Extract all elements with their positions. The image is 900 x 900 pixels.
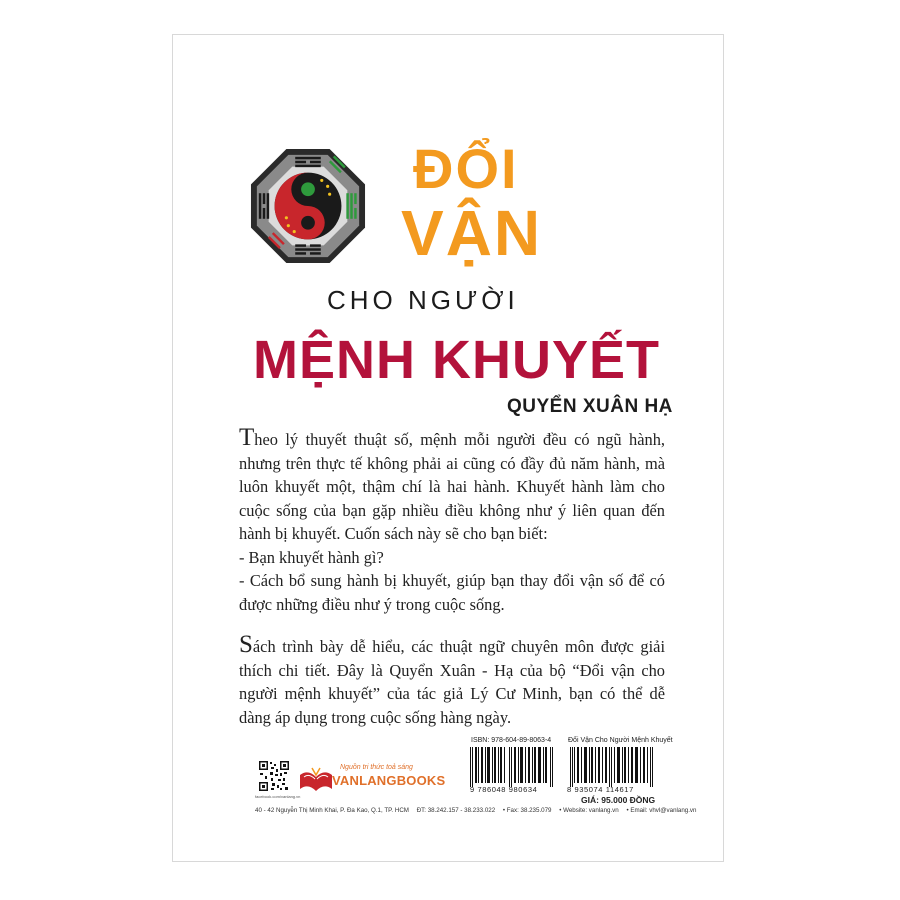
- footer-website: • Website: vanlang.vn: [559, 807, 619, 814]
- qr-caption: facebook.com/vanlang.vn: [255, 794, 301, 799]
- bullet-2: - Cách bổ sung hành bị khuyết, giúp bạn thay đổi vận số để có được những điều như ý trong cuộc sống.: [239, 571, 665, 614]
- publisher-name: VANLANGBOOKS: [332, 773, 446, 788]
- ean-number: 8 935074 114617: [567, 785, 634, 794]
- isbn-barcode: [466, 747, 556, 789]
- open-book-icon: [298, 765, 334, 793]
- description-paragraph-1: [239, 425, 665, 616]
- bagua-yin-yang-icon: [249, 147, 367, 265]
- footer-phone: ĐT: 38.242.157 - 38.233.022: [416, 807, 496, 814]
- drop-cap-t: T: [239, 424, 255, 451]
- title-line-3: CHO NGƯỜI: [327, 285, 519, 315]
- paragraph-2-text: ách trình bày dễ hiểu, các thuật ngữ chuyên môn được giải thích chi tiết. Đây là Quyển Xuân - Hạ của bộ “Đổi vận cho người mệnh khuyết” của tác giả Lý Cư Minh, bạn có thể dễ dàng áp dụng trong cuộc sống hàng ngày.: [239, 637, 665, 727]
- ean-barcode: [566, 747, 656, 789]
- paragraph-1-text: heo lý thuyết thuật số, mệnh mỗi người đều có ngũ hành, nhưng trên thực tế không phải ai cũng có đầy đủ năm hành, mà luôn khuyết một, thậm chí là hai hành. Khuyết hành làm cho cuộc sống của bạn gặp nhiều điều không như ý liên quan đến hành bị khuyết. Cuốn sách này sẽ cho bạn biết:: [239, 430, 665, 543]
- footer-fax: • Fax: 38.235.079: [502, 807, 552, 814]
- isbn-number: 9 786048 980634: [470, 785, 538, 794]
- bullet-1: - Bạn khuyết hành gì?: [239, 547, 384, 567]
- qr-code-icon: [259, 761, 289, 791]
- publisher-tagline: Nguồn tri thức toả sáng: [340, 764, 413, 771]
- footer-email: • Email: vhvl@vanlang.vn: [626, 807, 697, 814]
- title-line-4: MỆNH KHUYẾT: [253, 330, 661, 390]
- book-back-cover: [172, 34, 724, 862]
- isbn-label: ISBN: 978-604-89-8063-4: [471, 737, 552, 744]
- drop-cap-s: S: [239, 631, 253, 658]
- title-line-2: VẬN: [401, 197, 543, 269]
- price-label: GIÁ: 95.000 ĐỒNG: [581, 795, 656, 805]
- footer-address: 40 - 42 Nguyễn Thị Minh Khai, P. Đa Kao, Q.1, TP. HCM: [255, 807, 409, 814]
- publisher-contact-footer: [255, 807, 702, 814]
- title-line-1: ĐỔI: [413, 137, 519, 200]
- volume-label: QUYỂN XUÂN HẠ: [507, 396, 673, 417]
- description-paragraph-2: [239, 632, 665, 729]
- book-title-small: Đổi Vận Cho Người Mệnh Khuyết: [568, 737, 673, 744]
- publisher-logo: [298, 763, 446, 793]
